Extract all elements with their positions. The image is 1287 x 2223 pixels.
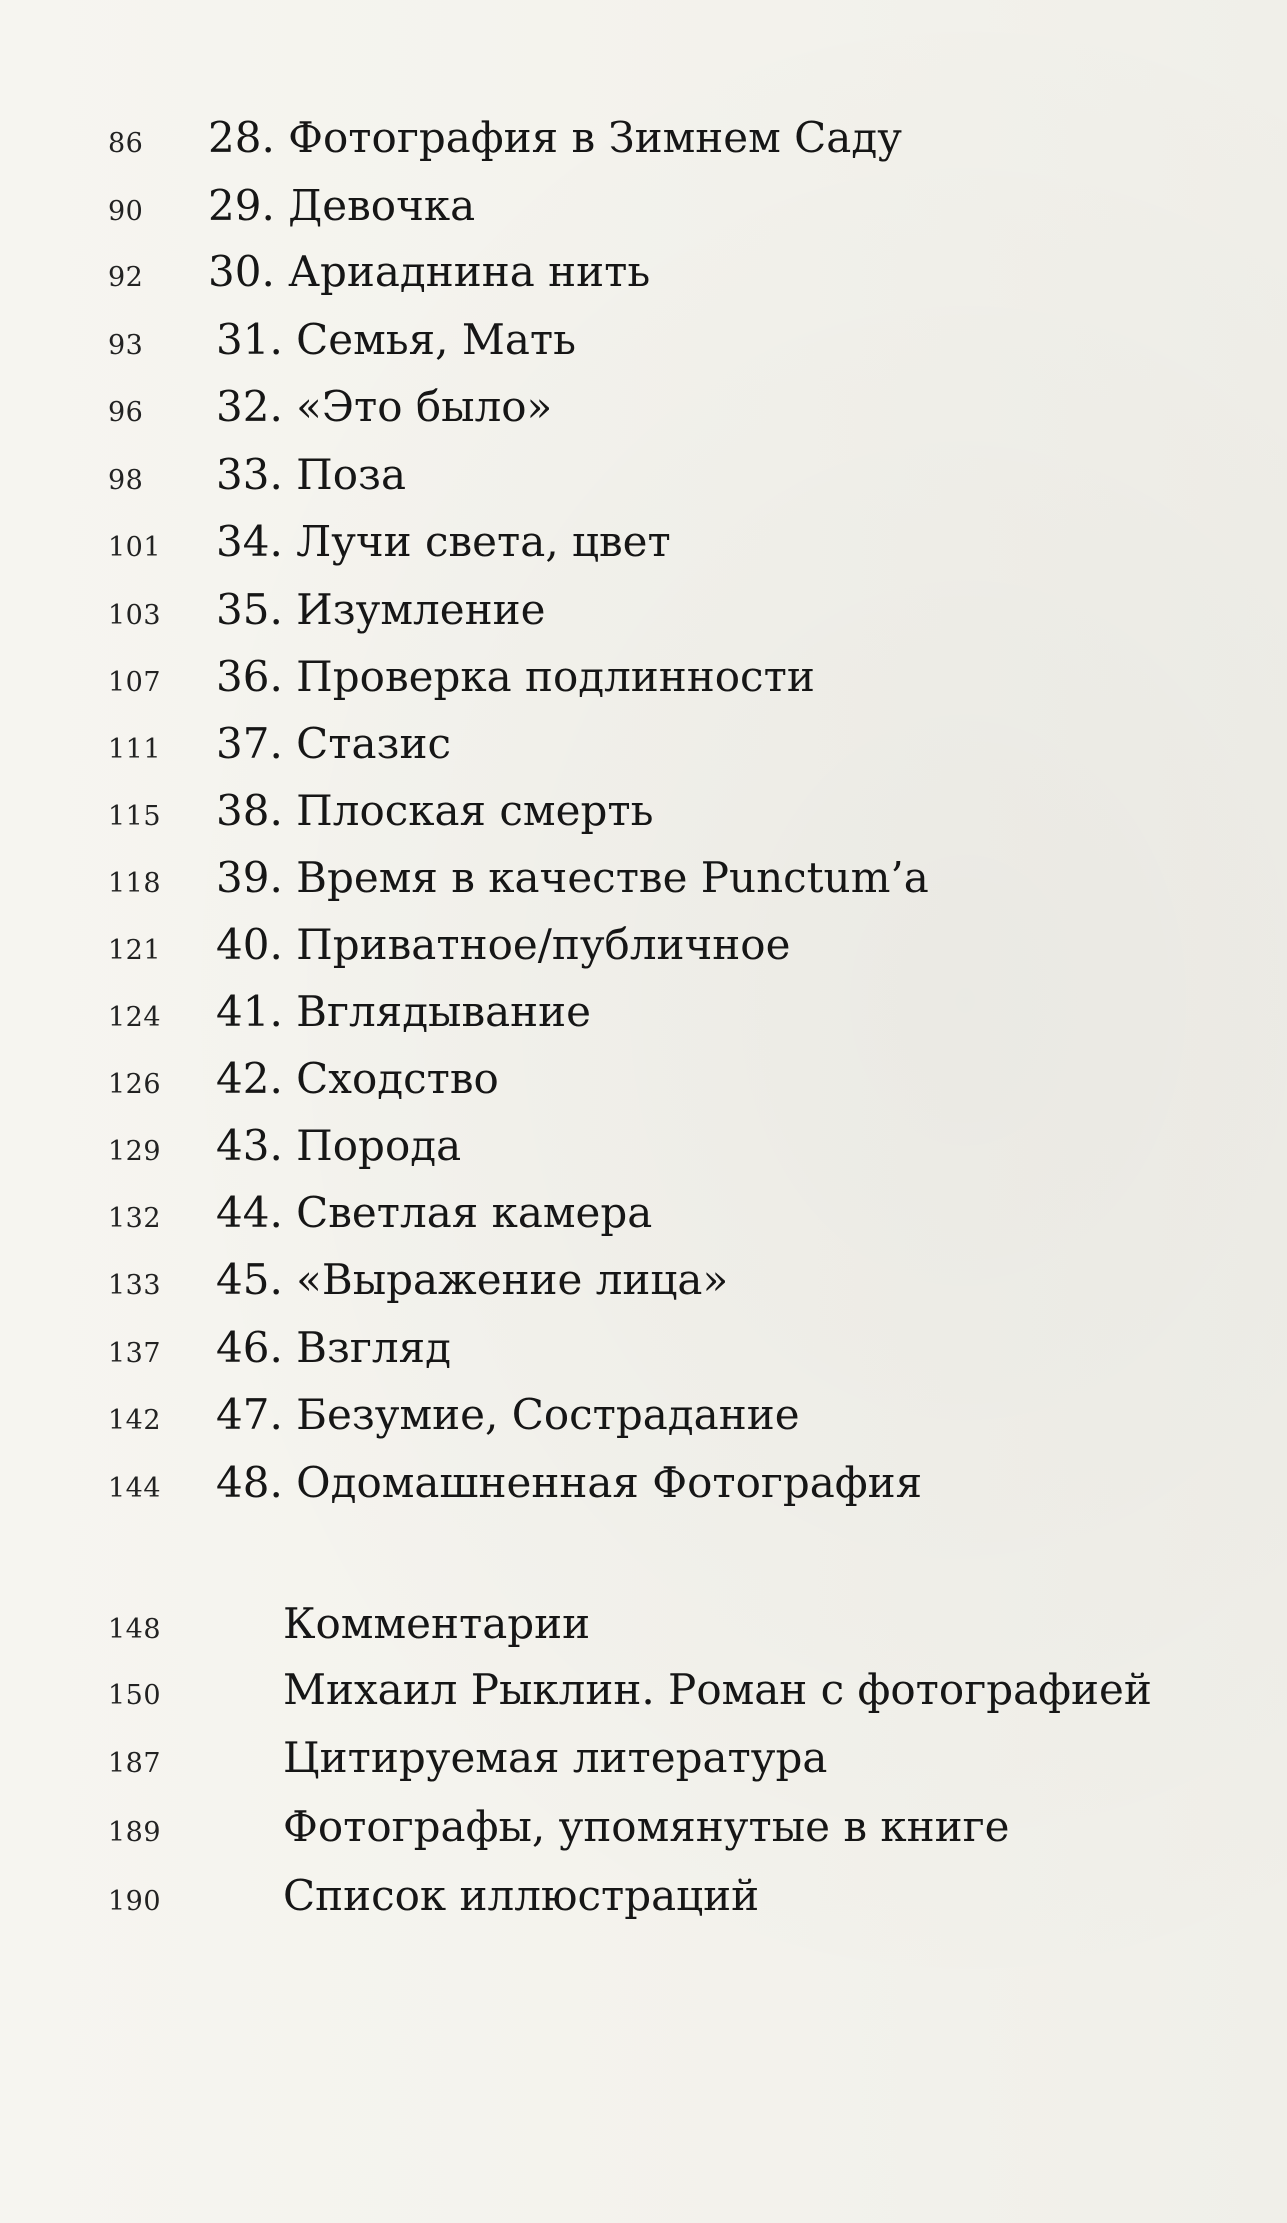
toc-entry-chapter-46: [0, 1318, 1287, 1378]
entry-title: 41. Вглядывание: [216, 987, 592, 1036]
toc-entry-photographers: [0, 1797, 1287, 1857]
entry-title: 33. Поза: [216, 450, 407, 499]
toc-entry-chapter-39: [0, 848, 1287, 908]
toc-entry-chapter-32: [0, 377, 1287, 437]
entry-title: 48. Одомашненная Фотография: [216, 1458, 923, 1507]
page-number: 93: [108, 330, 144, 361]
page-number: 148: [108, 1614, 162, 1645]
toc-entry-chapter-48: [0, 1453, 1287, 1513]
page-number: 103: [108, 600, 162, 631]
entry-title: Фотографы, упомянутые в книге: [283, 1802, 1010, 1851]
page-number: 150: [108, 1680, 162, 1711]
toc-entry-chapter-34: [0, 512, 1287, 572]
entry-title: 47. Безумие, Сострадание: [216, 1390, 800, 1439]
page-number: 124: [108, 1002, 162, 1033]
entry-title: 29. Девочка: [208, 181, 476, 230]
toc-entry-chapter-43: [0, 1116, 1287, 1176]
entry-title: 32. «Это было»: [216, 382, 553, 431]
entry-title: Комментарии: [283, 1599, 591, 1648]
page-number: 107: [108, 667, 162, 698]
page-number: 190: [108, 1886, 162, 1917]
toc-entry-chapter-45: [0, 1250, 1287, 1310]
toc-entry-chapter-47: [0, 1385, 1287, 1445]
entry-title: 45. «Выражение лица»: [216, 1255, 729, 1304]
toc-entry-chapter-40: [0, 915, 1287, 975]
toc-entry-chapter-36: [0, 647, 1287, 707]
entry-title: 44. Светлая камера: [216, 1188, 653, 1237]
toc-entry-chapter-30: [0, 242, 1287, 302]
entry-title: Список иллюстраций: [283, 1871, 760, 1920]
toc-entry-chapter-33: [0, 445, 1287, 505]
page-number: 126: [108, 1069, 162, 1100]
entry-title: 43. Порода: [216, 1121, 462, 1170]
page-number: 121: [108, 935, 162, 966]
toc-entry-chapter-37: [0, 714, 1287, 774]
page-number: 90: [108, 196, 144, 227]
page-number: 133: [108, 1270, 162, 1301]
toc-entry-chapter-28: [0, 108, 1287, 168]
page-number: 137: [108, 1338, 162, 1369]
page-number: 118: [108, 868, 162, 899]
page-number: 101: [108, 532, 162, 563]
entry-title: 35. Изумление: [216, 585, 546, 634]
page-number: 129: [108, 1136, 162, 1167]
toc-entry-chapter-31: [0, 310, 1287, 370]
toc-entry-chapter-42: [0, 1049, 1287, 1109]
entry-title: 39. Время в качестве Punctum’a: [216, 853, 929, 902]
toc-entry-illustrations: [0, 1866, 1287, 1926]
page-number: 189: [108, 1817, 162, 1848]
entry-title: 38. Плоская смерть: [216, 786, 654, 835]
page-number: 132: [108, 1203, 162, 1234]
page-number: 98: [108, 465, 144, 496]
page-number: 142: [108, 1405, 162, 1436]
toc-entry-afterword: [0, 1660, 1287, 1720]
toc-entry-chapter-38: [0, 781, 1287, 841]
toc-entry-chapter-41: [0, 982, 1287, 1042]
toc-entry-chapter-29: [0, 176, 1287, 236]
page-number: 144: [108, 1473, 162, 1504]
toc-entry-comments: [0, 1594, 1287, 1654]
entry-title: 34. Лучи света, цвет: [216, 517, 671, 566]
page-number: 86: [108, 128, 144, 159]
page-number: 111: [108, 734, 162, 765]
entry-title: 42. Сходство: [216, 1054, 499, 1103]
page-number: 92: [108, 262, 144, 293]
entry-title: 30. Ариаднина нить: [208, 247, 651, 296]
toc-entry-chapter-44: [0, 1183, 1287, 1243]
entry-title: 40. Приватное/публичное: [216, 920, 791, 969]
page-number: 96: [108, 397, 144, 428]
entry-title: Цитируемая литература: [283, 1733, 828, 1782]
entry-title: Михаил Рыклин. Роман с фотографией: [283, 1665, 1152, 1714]
toc-entry-chapter-35: [0, 580, 1287, 640]
page-number: 115: [108, 801, 162, 832]
entry-title: 31. Семья, Мать: [216, 315, 577, 364]
entry-title: 37. Стазис: [216, 719, 451, 768]
page-number: 187: [108, 1748, 162, 1779]
entry-title: 46. Взгляд: [216, 1323, 451, 1372]
toc-entry-bibliography: [0, 1728, 1287, 1788]
entry-title: 28. Фотография в Зимнем Саду: [208, 113, 902, 162]
entry-title: 36. Проверка подлинности: [216, 652, 815, 701]
